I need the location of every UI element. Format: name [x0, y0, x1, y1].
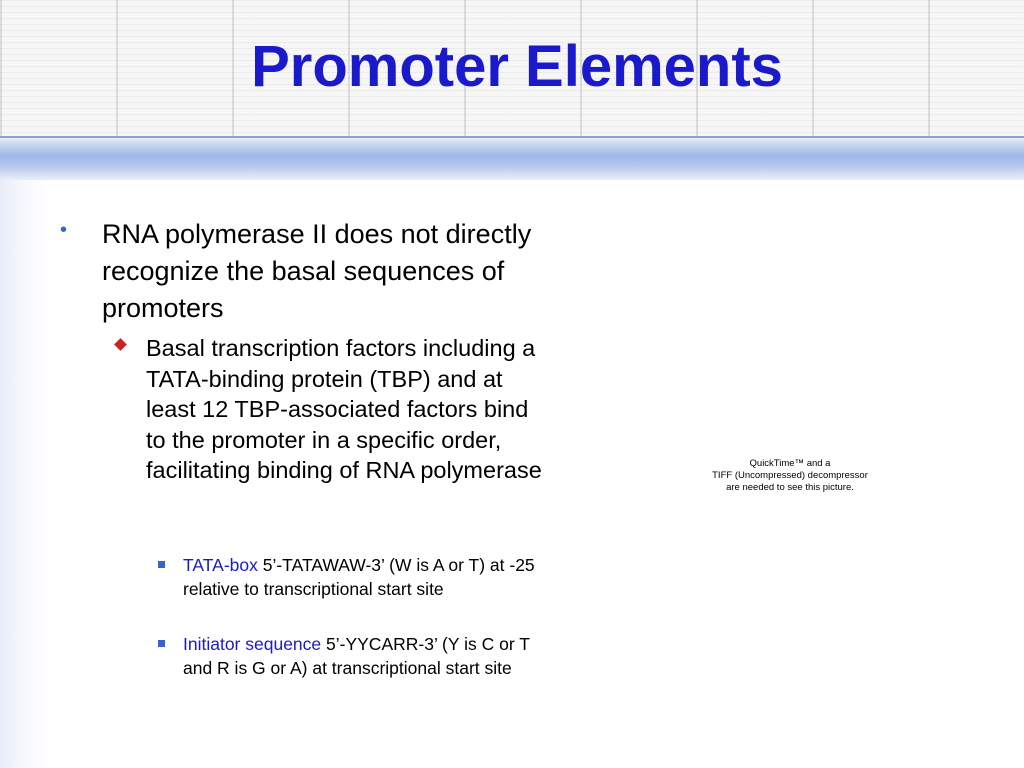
- diamond-bullet-icon: [114, 338, 127, 351]
- bullet-level3-initiator: [183, 632, 543, 680]
- placeholder-line-3: are needed to see this picture.: [726, 482, 854, 493]
- tata-box-description: 5’-TATAWAW-3’ (W is A or T) at -25 relative to transcriptional start site: [183, 555, 535, 599]
- bullet-level2-text: Basal transcription factors including a TATA-binding protein (TBP) and at least 12 TBP-associated factors bind to the promoter in a specific order, facilitating binding of RNA polymerase: [146, 335, 542, 483]
- tata-box-term: TATA-box: [183, 555, 258, 575]
- initiator-term: Initiator sequence: [183, 634, 322, 654]
- placeholder-line-2: TIFF (Uncompressed) decompressor: [712, 470, 868, 481]
- placeholder-line-1: QuickTime™ and a: [749, 458, 831, 469]
- slide-title: Promoter Elements: [251, 34, 783, 99]
- initiator-description: 5’-YYCARR-3’ (Y is C or T and R is G or A) at transcriptional start site: [183, 634, 530, 678]
- square-bullet-icon: [158, 561, 165, 568]
- round-bullet-icon: •: [60, 219, 68, 241]
- square-bullet-icon: [158, 640, 165, 647]
- bullet-level3-tata-box: [183, 553, 543, 601]
- bullet-level1-text: RNA polymerase II does not directly recognize the basal sequences of promoters: [102, 219, 532, 323]
